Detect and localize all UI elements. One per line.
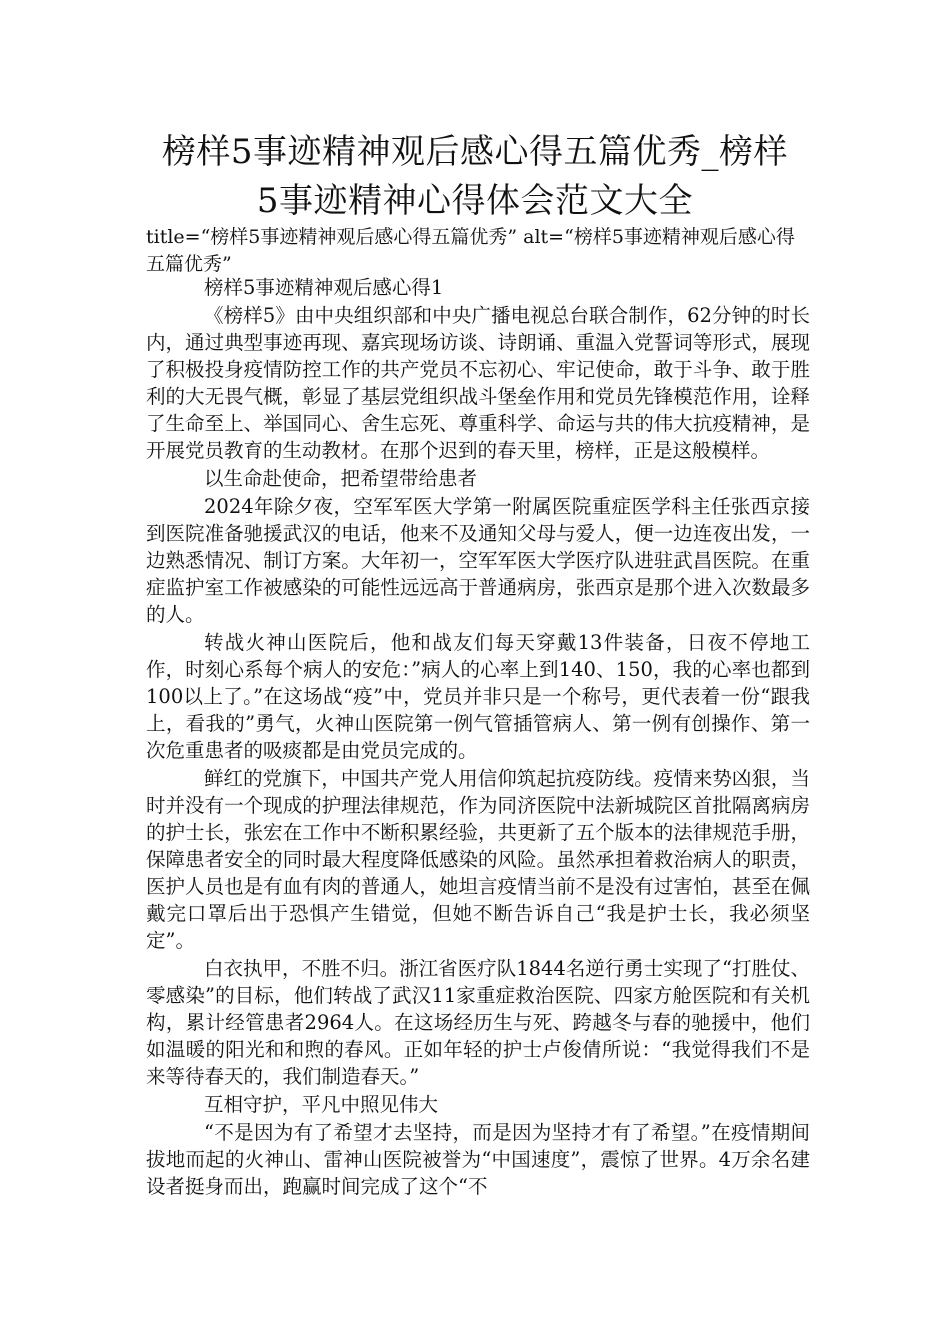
- subheading: 互相守护，平凡中照见伟大: [204, 1093, 439, 1116]
- paragraph: 转战火神山医院后，他和战友们每天穿戴13件装备，日夜不停地工作，时刻心系每个病人的安危：”病人的心率上到140、150，我的心率也都到100以上了。”在这场战“疫”中，党员并非只是一个称号，更代表着一份“跟我上，看我的”勇气，火神山医院第一例气管插管病人、第一例有创操作、第一次危重患者的吸痰都是由党员完成的。: [146, 631, 810, 762]
- paragraph: 鲜红的党旗下，中国共产党人用信仰筑起抗疫防线。疫情来势凶狠，当时并没有一个现成的护理法律规范，作为同济医院中法新城院区首批隔离病房的护士长，张宏在工作中不断积累经验，共更新了五个版本的法律规范手册，保障患者安全的同时最大程度降低感染的风险。虽然承担着救治病人的职责，医护人员也是有血有肉的普通人，她坦言疫情当前不是没有过害怕，甚至在佩戴完口罩后出于恐惧产生错觉，但她不断告诉自己“我是护士长，我必须坚定”。: [146, 767, 810, 952]
- meta-line: title=“榜样5事迹精神观后感心得五篇优秀” alt=“榜样5事迹精神观后感心得五篇优秀”: [146, 226, 795, 275]
- title-line-2: 5事迹精神心得体会范文大全: [256, 181, 694, 221]
- paragraph: “不是因为有了希望才去坚持，而是因为坚持才有了希望。”在疫情期间拔地而起的火神山、雷神山医院被誉为“中国速度”，震惊了世界。4万余名建设者挺身而出，跑赢时间完成了这个“不: [146, 1121, 810, 1198]
- paragraph: 2024年除夕夜，空军军医大学第一附属医院重症医学科主任张西京接到医院准备驰援武汉的电话，他来不及通知父母与爱人，便一边连夜出发，一边熟悉情况、制订方案。大年初一，空军军医大学医疗队进驻武昌医院。在重症监护室工作被感染的可能性远远高于普通病房，张西京是那个进入次数最多的人。: [146, 495, 810, 626]
- paragraph: 白衣执甲，不胜不归。浙江省医疗队1844名逆行勇士实现了“打胜仗、零感染”的目标，他们转战了武汉11家重症救治医院、四家方舱医院和有关机构，累计经管患者2964人。在这场经历生与死、跨越冬与春的驰援中，他们如温暖的阳光和和煦的春风。正如年轻的护士卢俊倩所说：“我觉得我们不是来等待春天的，我们制造春天。”: [146, 957, 810, 1088]
- subheading: 以生命赴使命，把希望带给患者: [204, 467, 478, 490]
- paragraph: 《榜样5》由中央组织部和中央广播电视总台联合制作，62分钟的时长内，通过典型事迹再现、嘉宾现场访谈、诗朗诵、重温入党誓词等形式，展现了积极投身疫情防控工作的共产党员不忘初心、牢记使命，敢于斗争、敢于胜利的大无畏气概，彰显了基层党组织战斗堡垒作用和党员先锋模范作用，诠释了生命至上、举国同心、舍生忘死、尊重科学、命运与共的伟大抗疫精神，是开展党员教育的生动教材。在那个迟到的春天里，榜样，正是这般模样。: [146, 304, 810, 462]
- document-body: [146, 274, 810, 1201]
- title-line-1: 榜样5事迹精神观后感心得五篇优秀_榜样: [161, 132, 789, 172]
- section-heading: 榜样5事迹精神观后感心得1: [204, 276, 444, 299]
- document-title: [100, 128, 850, 226]
